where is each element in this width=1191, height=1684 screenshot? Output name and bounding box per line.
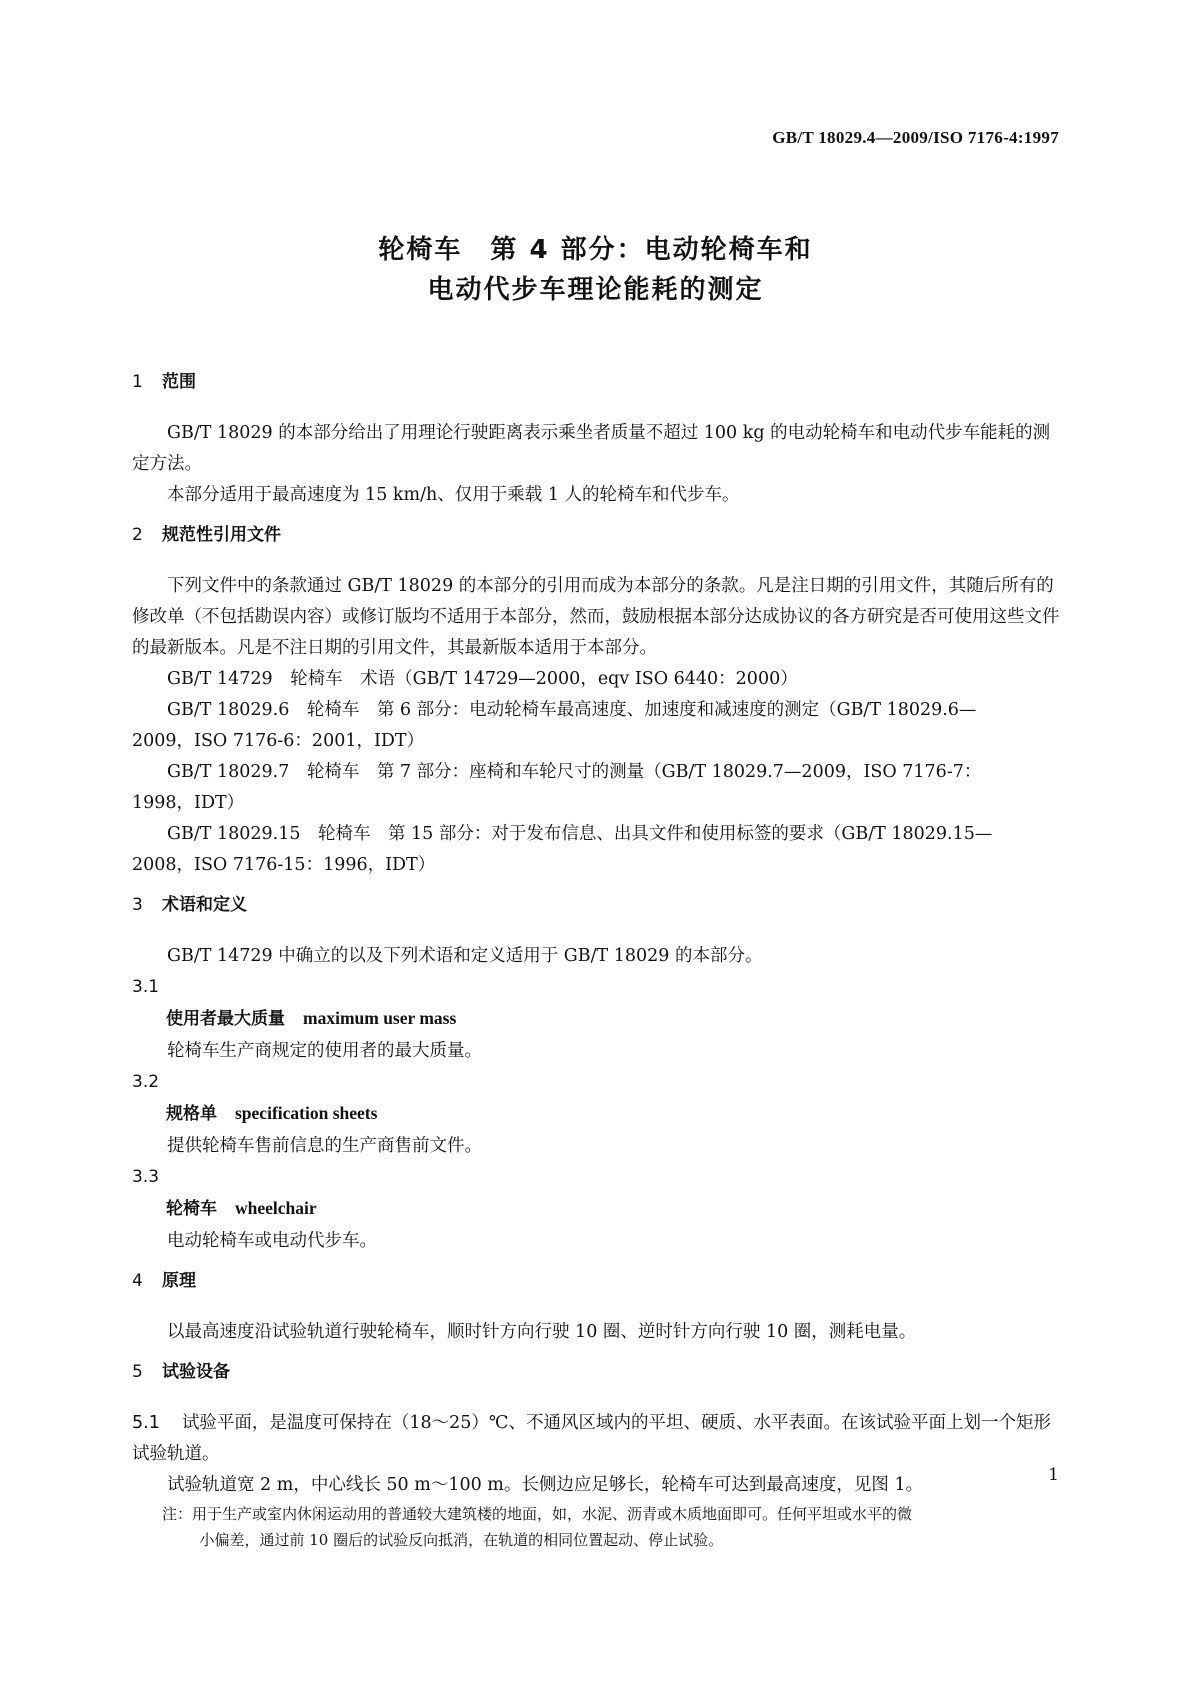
- note-continued: 小偏差，通过前 10 圈后的试验反向抵消，在轨道的相同位置起动、停止试验。: [199, 1531, 724, 1549]
- reference-item-continued: 2008，ISO 7176-15：1996，IDT）: [132, 855, 436, 875]
- term-en: specification sheets: [235, 1103, 378, 1123]
- paragraph: 本部分适用于最高速度为 15 km/h、仅用于乘载 1 人的轮椅车和代步车。: [167, 485, 740, 505]
- section-number: 5: [132, 1362, 143, 1382]
- term-en: maximum user mass: [303, 1008, 457, 1028]
- section-title: 术语和定义: [162, 895, 247, 915]
- section-number: 2: [132, 525, 143, 545]
- section-number: 3: [132, 895, 143, 915]
- term-definition: 轮椅车生产商规定的使用者的最大质量。: [167, 1041, 482, 1061]
- section-title: 规范性引用文件: [162, 525, 281, 545]
- term-en: wheelchair: [235, 1198, 317, 1218]
- reference-item: GB/T 14729 轮椅车 术语（GB/T 14729—2000，eqv ISO 6440：2000）: [167, 669, 798, 689]
- reference-item-continued: 2009，ISO 7176-6：2001，IDT）: [132, 731, 425, 751]
- section-number: 1: [132, 372, 143, 392]
- section-5-heading: [132, 1360, 1062, 1408]
- section-2-heading: [132, 523, 1062, 571]
- term-heading: [132, 1002, 1062, 1035]
- clause-number: 5.1: [132, 1413, 160, 1433]
- term-cn: 规格单: [166, 1104, 217, 1124]
- paragraph: GB/T 14729 中确立的以及下列术语和定义适用于 GB/T 18029 的本部分。: [167, 946, 763, 966]
- section-1-heading: [132, 370, 1062, 418]
- term-heading: [132, 1097, 1062, 1130]
- standard-code: GB/T 18029.4—2009/ISO 7176-4:1997: [772, 128, 1059, 147]
- section-4-heading: [132, 1269, 1062, 1317]
- paragraph: 以最高速度沿试验轨道行驶轮椅车，顺时针方向行驶 10 圈、逆时针方向行驶 10 圈，测耗电量。: [167, 1322, 917, 1342]
- term-definition: 电动轮椅车或电动代步车。: [167, 1231, 377, 1251]
- reference-item: GB/T 18029.15 轮椅车 第 15 部分：对于发布信息、出具文件和使用标签的要求（GB/T 18029.15—: [167, 824, 993, 844]
- section-title: 试验设备: [162, 1362, 230, 1382]
- reference-item: GB/T 18029.6 轮椅车 第 6 部分：电动轮椅车最高速度、加速度和减速度的测定（GB/T 18029.6—: [167, 700, 977, 720]
- clause-5-1: [132, 1408, 1062, 1470]
- term-number: 3.2: [132, 1072, 160, 1092]
- reference-item: GB/T 18029.7 轮椅车 第 7 部分：座椅和车轮尺寸的测量（GB/T 18029.7—2009，ISO 7176-7：: [167, 762, 982, 782]
- section-3-heading: [132, 893, 1062, 941]
- paragraph: 下列文件中的条款通过 GB/T 18029 的本部分的引用而成为本部分的条款。凡是注日期的引用文件，其随后所有的修改单（不包括勘误内容）或修订版均不适用于本部分，然而，鼓励根据本部分达成协议的各方研究是否可使用这些文件的最新版本。凡是不注日期的引用文件，其最新版本适用于本部分。: [132, 576, 1060, 658]
- term-number: 3.3: [132, 1167, 160, 1187]
- term-definition: 提供轮椅车售前信息的生产商售前文件。: [167, 1136, 482, 1156]
- section-title: 原理: [162, 1271, 196, 1291]
- document-title: [0, 230, 1191, 310]
- title-line-2: 电动代步车理论能耗的测定: [427, 275, 764, 305]
- term-heading: [132, 1192, 1062, 1225]
- term-cn: 使用者最大质量: [166, 1009, 285, 1029]
- reference-item-continued: 1998，IDT）: [132, 793, 245, 813]
- document-body: [132, 370, 1062, 1553]
- term-cn: 轮椅车: [166, 1199, 217, 1219]
- page-number: 1: [1048, 1465, 1059, 1485]
- title-line-1: 轮椅车 第 4 部分：电动轮椅车和: [378, 235, 813, 265]
- note: 注：用于生产或室内休闲运动用的普通较大建筑楼的地面，如，水泥、沥青或木质地面即可。任何平坦或水平的微: [162, 1505, 913, 1523]
- term-number: 3.1: [132, 977, 160, 997]
- paragraph: 试验轨道宽 2 m，中心线长 50 m～100 m。长侧边应足够长，轮椅车可达到最高速度，见图 1。: [167, 1475, 924, 1495]
- paragraph: GB/T 18029 的本部分给出了用理论行驶距离表示乘坐者质量不超过 100 kg 的电动轮椅车和电动代步车能耗的测定方法。: [132, 423, 1051, 474]
- clause-text: 试验平面，是温度可保持在（18～25）℃、不通风区域内的平坦、硬质、水平表面。在该试验平面上划一个矩形试验轨道。: [132, 1413, 1051, 1464]
- section-number: 4: [132, 1271, 143, 1291]
- section-title: 范围: [162, 372, 196, 392]
